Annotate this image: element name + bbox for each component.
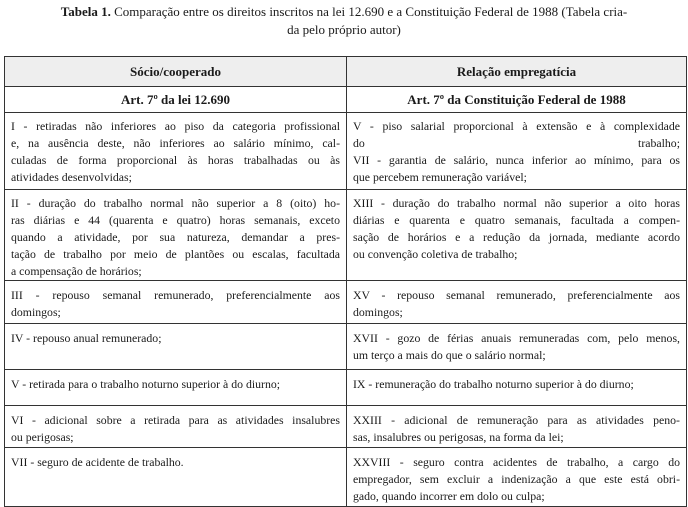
cell-text-line: atividades desenvolvidas; xyxy=(11,170,132,184)
cell-socio-cooperado xyxy=(5,324,347,370)
cell-text-line: VII - seguro de acidente de trabalho. xyxy=(11,455,184,469)
cell-text-line: a compensação de horários; xyxy=(11,264,142,278)
table-row xyxy=(5,448,687,507)
cell-text-line: IX - remuneração do trabalho noturno superior à do diurno; xyxy=(353,377,634,391)
cell-text-line: XVII - gozo de férias anuais remuneradas com, pelo menos, xyxy=(353,331,680,345)
cell-text-line: culadas de forma proporcional às horas trabalhadas ou às xyxy=(11,153,340,167)
cell-text-line: ou convenção coletiva de trabalho; xyxy=(353,247,518,261)
cell-relacao-empregaticia xyxy=(347,406,687,448)
header-row xyxy=(5,57,687,87)
table-row xyxy=(5,324,687,370)
cell-relacao-empregaticia xyxy=(347,190,687,281)
table-row xyxy=(5,406,687,448)
cell-socio-cooperado xyxy=(5,448,347,507)
subheader-row xyxy=(5,87,687,113)
cell-socio-cooperado xyxy=(5,370,347,406)
cell-text-line: XIII - duração do trabalho normal não superior a oito horas xyxy=(353,196,680,210)
cell-text-line: um terço a mais do que o salário normal; xyxy=(353,348,546,362)
cell-text-line: diárias e quarenta e quatro semanais, facultada a compen- xyxy=(353,213,680,227)
cell-text-line: XXIII - adicional de remuneração para as atividades peno- xyxy=(353,413,680,427)
header-socio-cooperado: Sócio/cooperado xyxy=(5,57,347,87)
cell-text-line: V - piso salarial proporcional à extensão e à complexidade xyxy=(353,119,680,133)
subheader-constituicao: Art. 7º da Constituição Federal de 1988 xyxy=(347,87,687,113)
cell-relacao-empregaticia xyxy=(347,370,687,406)
cell-text-line: IV - repouso anual remunerado; xyxy=(11,331,162,345)
header-relacao-empregaticia: Relação empregatícia xyxy=(347,57,687,87)
cell-text-line: I - retiradas não inferiores ao piso da categoria profissional xyxy=(11,119,340,133)
caption-label: Tabela 1. xyxy=(60,4,111,19)
cell-socio-cooperado xyxy=(5,113,347,190)
table-row xyxy=(5,370,687,406)
cell-text-line: VI - adicional sobre a retirada para as atividades insalubres xyxy=(11,413,340,427)
cell-text-line: que percebem remuneração variável; xyxy=(353,170,527,184)
table-row xyxy=(5,113,687,190)
cell-text-line: ou perigosas; xyxy=(11,430,74,444)
cell-text-line: tação de trabalho por meio de plantões ou escalas, facultada xyxy=(11,247,340,261)
cell-text-line: XV - repouso semanal remunerado, preferencialmente aos xyxy=(353,288,680,302)
caption-text-line1: Comparação entre os direitos inscritos na lei 12.690 e a Constituição Federal de 1988 (Tabela cria- xyxy=(114,4,628,19)
cell-text-line: empregador, sem excluir a indenização a que este está obri- xyxy=(353,472,680,486)
subheader-lei-12690: Art. 7º da lei 12.690 xyxy=(5,87,347,113)
cell-socio-cooperado xyxy=(5,190,347,281)
cell-text-line: quando a atividade, por sua natureza, demandar a pres- xyxy=(11,230,340,244)
cell-text-line: domingos; xyxy=(11,305,61,319)
cell-text-line: domingos; xyxy=(353,305,403,319)
cell-text-line: sas, insalubres ou perigosas, na forma da lei; xyxy=(353,430,564,444)
cell-text-line: do trabalho; xyxy=(353,136,680,150)
table-row xyxy=(5,281,687,324)
cell-text-line: V - retirada para o trabalho noturno superior à do diurno; xyxy=(11,377,281,391)
cell-text-line: gado, quando incorrer em dolo ou culpa; xyxy=(353,489,545,503)
comparison-table xyxy=(4,56,687,507)
cell-relacao-empregaticia xyxy=(347,448,687,507)
cell-socio-cooperado xyxy=(5,281,347,324)
cell-text-line: III - repouso semanal remunerado, preferencialmente aos xyxy=(11,288,340,302)
cell-text-line: ras diárias e 44 (quarenta e quatro) horas semanais, exceto xyxy=(11,213,340,227)
cell-text-line: sação de horários e a redução da jornada, mediante acordo xyxy=(353,230,680,244)
cell-text-line: VII - garantia de salário, nunca inferior ao mínimo, para os xyxy=(353,153,680,167)
cell-relacao-empregaticia xyxy=(347,113,687,190)
table-caption xyxy=(0,3,688,39)
cell-text-line: e, na ausência deste, não inferiores ao salário mínimo, cal- xyxy=(11,136,340,150)
cell-relacao-empregaticia xyxy=(347,324,687,370)
cell-relacao-empregaticia xyxy=(347,281,687,324)
caption-text-line2: da pelo próprio autor) xyxy=(287,22,401,37)
table-row xyxy=(5,190,687,281)
cell-socio-cooperado xyxy=(5,406,347,448)
cell-text-line: II - duração do trabalho normal não superior a 8 (oito) ho- xyxy=(11,196,340,210)
cell-text-line: XXVIII - seguro contra acidentes de trabalho, a cargo do xyxy=(353,455,680,469)
